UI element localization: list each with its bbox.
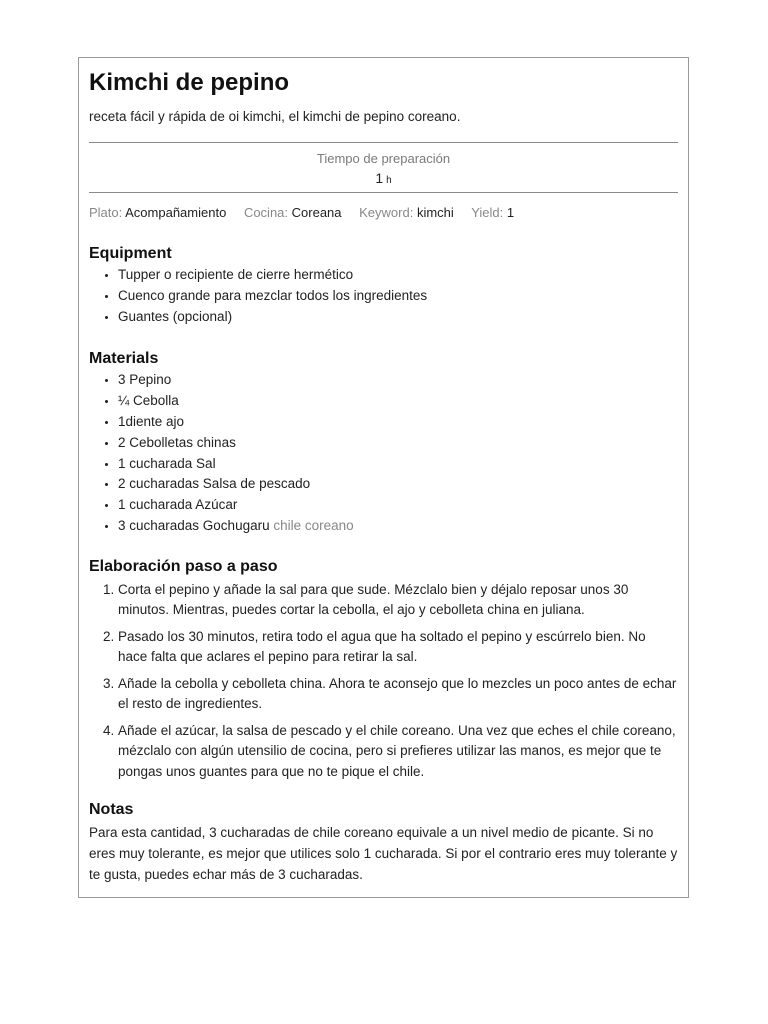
equipment-item: • Tupper o recipiente de cierre hermético (118, 265, 678, 286)
meta-yield-label: Yield: (471, 205, 507, 220)
equipment-item: • Guantes (opcional) (118, 307, 678, 328)
equipment-section (89, 244, 678, 327)
material-text: 2 cucharadas Salsa de pescado (118, 476, 311, 492)
prep-time-block (89, 142, 678, 193)
material-note: chile coreano (273, 517, 354, 533)
material-text: 1 cucharada Sal (118, 455, 216, 471)
material-item (118, 516, 678, 537)
meta-keyword-label: Keyword: (359, 205, 417, 220)
prep-time-unit: h (386, 175, 392, 186)
meta-keyword-value: kimchi (416, 205, 454, 220)
materials-list (89, 370, 678, 536)
recipe-title: Kimchi de pepino (89, 69, 290, 96)
equipment-list (89, 265, 678, 327)
equipment-heading: Equipment (89, 245, 172, 262)
meta-course-value: Acompañamiento (125, 205, 227, 220)
material-item (118, 370, 678, 391)
material-item (118, 433, 678, 454)
step-item: 3. Añade la cebolla y cebolleta china. Ahora te aconsejo que lo mezcles un poco antes de echar el resto de ingredientes. (118, 674, 678, 715)
material-item (118, 391, 678, 412)
recipe-meta (89, 204, 678, 222)
meta-cuisine (244, 205, 342, 220)
prep-time-label: Tiempo de preparación (316, 151, 451, 166)
material-text: 1 cucharada Azúcar (118, 497, 238, 513)
notes-section (89, 800, 678, 885)
steps-section (89, 557, 678, 783)
material-text: ¼ Cebolla (118, 393, 179, 409)
material-text: 1diente ajo (118, 413, 185, 429)
recipe-card (78, 57, 689, 898)
meta-course-label: Plato: (89, 205, 126, 220)
meta-yield (471, 205, 514, 220)
step-item: 4. Añade el azúcar, la salsa de pescado y el chile coreano. Una vez que eches el chile coreano, mézclalo con algún utensilio de cocina, pero si prefieres utilizar las manos, es mejor que te pongas unos guantes para que no te pique el chile. (118, 721, 678, 783)
material-text: 3 Pepino (118, 372, 172, 388)
material-item (118, 495, 678, 516)
notes-text: Para esta cantidad, 3 cucharadas de chile coreano equivale a un nivel medio de picante. Si no eres muy tolerante, es mejor que utilices solo 1 cucharada. Si por el contrario eres muy tolerante y te gusta, puedes echar más de 3 cucharadas. (89, 825, 678, 883)
meta-yield-value: 1 (506, 205, 515, 220)
meta-keyword (359, 205, 454, 220)
equipment-item: • Cuenco grande para mezclar todos los ingredientes (118, 286, 678, 307)
material-item (118, 412, 678, 433)
recipe-summary: receta fácil y rápida de oi kimchi, el kimchi de pepino coreano. (89, 109, 461, 124)
meta-cuisine-label: Cocina: (243, 205, 292, 220)
materials-heading: Materials (89, 350, 159, 368)
prep-time-number: 1 (375, 170, 384, 186)
meta-course (89, 205, 226, 220)
meta-cuisine-value: Coreana (291, 205, 342, 220)
step-item: 2. Pasado los 30 minutos, retira todo el agua que ha soltado el pepino y escúrrelo bien. No hace falta que aclares el pepino para retirar la sal. (118, 627, 678, 668)
steps-heading: Elaboración paso a paso (89, 557, 278, 575)
notes-heading: Notas (89, 801, 134, 819)
material-item (118, 454, 678, 475)
material-text: 3 cucharadas Gochugaru (118, 517, 270, 533)
material-item (118, 474, 678, 495)
materials-section (89, 349, 678, 536)
step-item: 1. Corta el pepino y añade la sal para que sude. Mézclalo bien y déjalo reposar unos 30 minutos. Mientras, puedes cortar la cebolla, el ajo y cebolleta china en juliana. (118, 580, 678, 621)
prep-time-value (89, 170, 678, 189)
material-text: 2 Cebolletas chinas (118, 434, 236, 450)
steps-list (89, 580, 678, 783)
